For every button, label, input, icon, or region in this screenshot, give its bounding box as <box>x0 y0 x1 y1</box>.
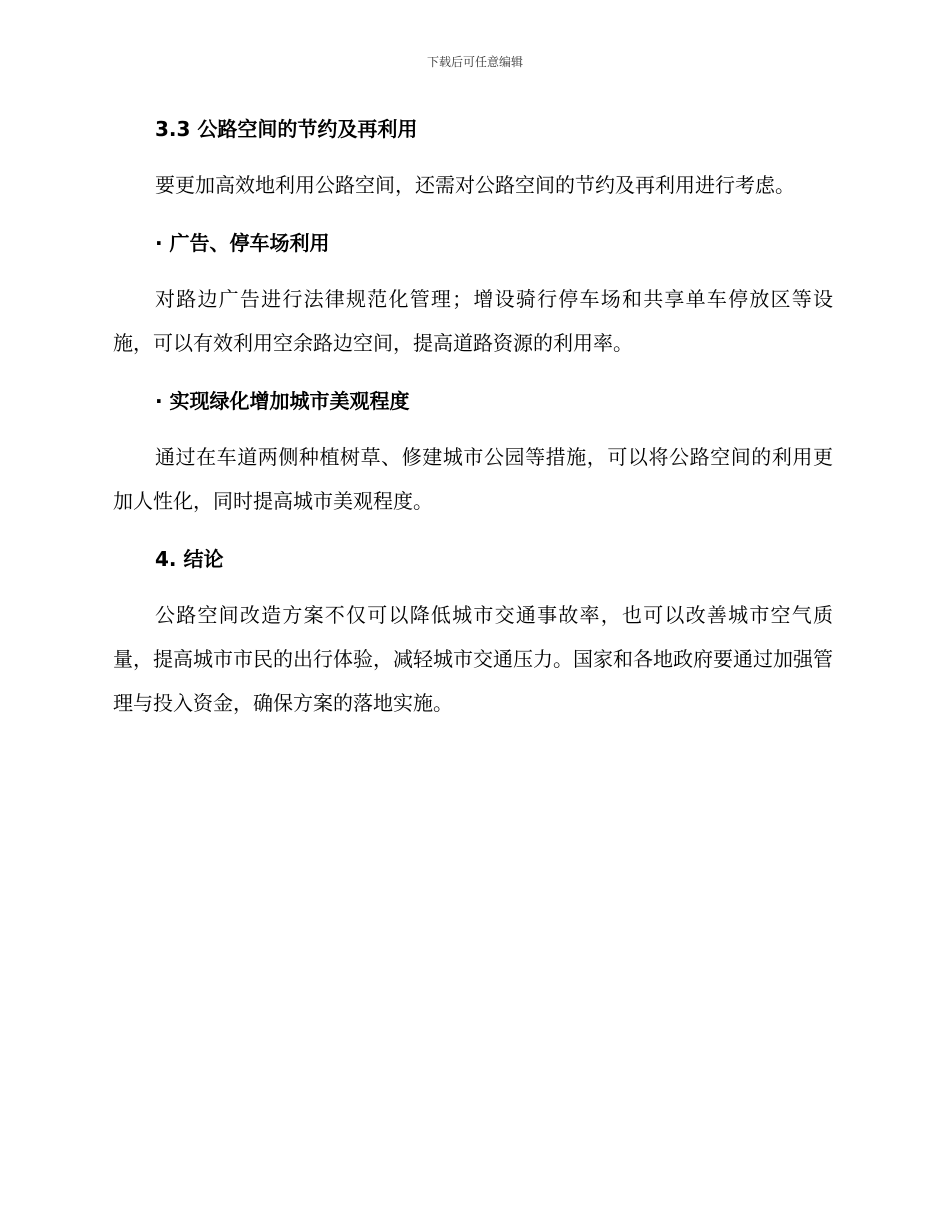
section-paragraph-3-3: 要更加高效地利用公路空间，还需对公路空间的节约及再利用进行考虑。 <box>155 173 795 197</box>
document-body <box>113 112 833 725</box>
paragraph-conclusion: 公路空间改造方案不仅可以降低城市交通事故率，也可以改善城市空气质量，提高城市市民的出行体验，减轻城市交通压力。国家和各地政府要通过加强管理与投入资金，确保方案的落地实施。 <box>113 603 833 715</box>
paragraph-greening: 通过在车道两侧种植树草、修建城市公园等措施，可以将公路空间的利用更加人性化，同时提高城市美观程度。 <box>113 445 833 513</box>
section-heading-conclusion: 4. 结论 <box>155 547 224 571</box>
paragraph-ads-parking: 对路边广告进行法律规范化管理；增设骑行停车场和共享单车停放区等设施，可以有效利用空余路边空间，提高道路资源的利用率。 <box>113 287 833 355</box>
subheading-greening: · 实现绿化增加城市美观程度 <box>155 389 410 413</box>
page-header: 下载后可任意编辑 <box>426 55 523 69</box>
subheading-ads-parking: · 广告、停车场利用 <box>155 231 330 255</box>
section-heading-3-3: 3.3 公路空间的节约及再利用 <box>155 117 418 141</box>
